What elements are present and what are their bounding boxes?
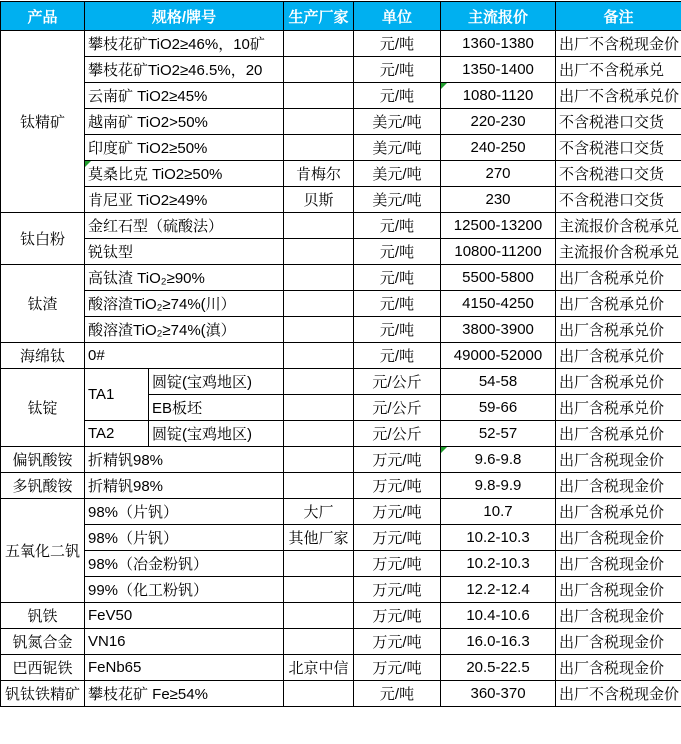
- unit-cell: 美元/吨: [354, 135, 441, 161]
- price-cell: 10.4-10.6: [441, 603, 556, 629]
- remark-cell: 出厂不含税现金价: [556, 681, 681, 707]
- manufacturer-cell: [284, 447, 354, 473]
- manufacturer-cell: [284, 317, 354, 343]
- remark-cell: 出厂含税承兑价: [556, 317, 681, 343]
- manufacturer-cell: 其他厂家: [284, 525, 354, 551]
- table-row: [1, 655, 681, 681]
- unit-cell: 万元/吨: [354, 603, 441, 629]
- unit-cell: 美元/吨: [354, 187, 441, 213]
- manufacturer-cell: 贝斯: [284, 187, 354, 213]
- manufacturer-cell: [284, 57, 354, 83]
- spec-cell: 酸溶渣TiO₂≥74%(川）: [85, 291, 284, 317]
- manufacturer-cell: [284, 213, 354, 239]
- spec-cell: 折精钒98%: [85, 447, 284, 473]
- table-row: [1, 213, 681, 239]
- product-cell: 钛白粉: [1, 213, 85, 265]
- header-unit: 单位: [354, 2, 441, 31]
- grade-cell: TA1: [85, 369, 149, 421]
- manufacturer-cell: [284, 369, 354, 395]
- remark-cell: 出厂含税现金价: [556, 603, 681, 629]
- price-cell: 220-230: [441, 109, 556, 135]
- price-cell: 9.8-9.9: [441, 473, 556, 499]
- spec-cell: 越南矿 TiO2>50%: [85, 109, 284, 135]
- header-manufacturer: 生产厂家: [284, 2, 354, 31]
- remark-cell: 不含税港口交货: [556, 109, 681, 135]
- header-product: 产品: [1, 2, 85, 31]
- remark-cell: 出厂含税承兑价: [556, 395, 681, 421]
- remark-cell: 出厂不含税承兑价: [556, 83, 681, 109]
- remark-cell: 出厂含税承兑价: [556, 343, 681, 369]
- header-row: [1, 2, 681, 31]
- price-cell: 12500-13200: [441, 213, 556, 239]
- unit-cell: 万元/吨: [354, 551, 441, 577]
- unit-cell: 美元/吨: [354, 161, 441, 187]
- unit-cell: 万元/吨: [354, 499, 441, 525]
- price-cell-with-note-marker: 9.6-9.8: [441, 447, 556, 473]
- unit-cell: 元/公斤: [354, 369, 441, 395]
- manufacturer-cell: [284, 265, 354, 291]
- price-cell: 3800-3900: [441, 317, 556, 343]
- price-cell: 360-370: [441, 681, 556, 707]
- remark-cell: 出厂含税承兑价: [556, 369, 681, 395]
- product-cell: 钒铁: [1, 603, 85, 629]
- product-cell: 钛锭: [1, 369, 85, 447]
- manufacturer-cell: [284, 577, 354, 603]
- table-row: [1, 265, 681, 291]
- unit-cell: 元/吨: [354, 343, 441, 369]
- price-table: [0, 1, 681, 707]
- price-cell: 10800-11200: [441, 239, 556, 265]
- spec-cell: 0#: [85, 343, 284, 369]
- table-row: [1, 83, 681, 109]
- product-cell: 海绵钛: [1, 343, 85, 369]
- unit-cell: 元/吨: [354, 213, 441, 239]
- spec-cell: EB板坯: [149, 395, 284, 421]
- unit-cell: 元/吨: [354, 317, 441, 343]
- unit-cell: 元/吨: [354, 57, 441, 83]
- price-cell: 49000-52000: [441, 343, 556, 369]
- price-cell: 1350-1400: [441, 57, 556, 83]
- spec-cell: 高钛渣 TiO₂≥90%: [85, 265, 284, 291]
- spec-cell: 肯尼亚 TiO2≥49%: [85, 187, 284, 213]
- spec-cell: 攀枝花矿TiO2≥46.5%，20: [85, 57, 284, 83]
- table-row: [1, 499, 681, 525]
- unit-cell: 万元/吨: [354, 525, 441, 551]
- manufacturer-cell: [284, 135, 354, 161]
- manufacturer-cell: 肯梅尔: [284, 161, 354, 187]
- table-row: [1, 421, 681, 447]
- product-cell: 钒钛铁精矿: [1, 681, 85, 707]
- manufacturer-cell: [284, 291, 354, 317]
- price-cell: 12.2-12.4: [441, 577, 556, 603]
- remark-cell: 主流报价含税承兑: [556, 239, 681, 265]
- manufacturer-cell: [284, 473, 354, 499]
- header-remark: 备注: [556, 2, 681, 31]
- remark-cell: 出厂含税承兑价: [556, 291, 681, 317]
- remark-cell: 出厂不含税现金价: [556, 31, 681, 57]
- remark-cell: 出厂含税现金价: [556, 577, 681, 603]
- unit-cell: 元/吨: [354, 291, 441, 317]
- table-row: [1, 681, 681, 707]
- manufacturer-cell: [284, 343, 354, 369]
- price-cell: 10.2-10.3: [441, 525, 556, 551]
- price-cell: 1360-1380: [441, 31, 556, 57]
- price-cell: 5500-5800: [441, 265, 556, 291]
- spec-cell: 酸溶渣TiO₂≥74%(滇）: [85, 317, 284, 343]
- product-cell: 多钒酸铵: [1, 473, 85, 499]
- spec-cell: 98%（片钒）: [85, 499, 284, 525]
- product-cell: 五氧化二钒: [1, 499, 85, 603]
- manufacturer-cell: [284, 239, 354, 265]
- spec-cell-with-note-marker: 莫桑比克 TiO2≥50%: [85, 161, 284, 187]
- unit-cell: 万元/吨: [354, 629, 441, 655]
- table-row: [1, 629, 681, 655]
- remark-cell: 不含税港口交货: [556, 135, 681, 161]
- manufacturer-cell: [284, 421, 354, 447]
- price-cell: 54-58: [441, 369, 556, 395]
- spec-cell: FeV50: [85, 603, 284, 629]
- price-cell: 59-66: [441, 395, 556, 421]
- remark-cell: 出厂含税承兑价: [556, 265, 681, 291]
- remark-cell: 不含税港口交货: [556, 161, 681, 187]
- remark-cell: 不含税港口交货: [556, 187, 681, 213]
- price-cell-with-note-marker: 1080-1120: [441, 83, 556, 109]
- spec-cell: 折精钒98%: [85, 473, 284, 499]
- table-row: [1, 551, 681, 577]
- product-cell: 钛精矿: [1, 31, 85, 213]
- manufacturer-cell: 北京中信: [284, 655, 354, 681]
- manufacturer-cell: [284, 681, 354, 707]
- table-row: [1, 31, 681, 57]
- spec-cell: 攀枝花矿TiO2≥46%，10矿: [85, 31, 284, 57]
- unit-cell: 元/吨: [354, 265, 441, 291]
- manufacturer-cell: 大厂: [284, 499, 354, 525]
- manufacturer-cell: [284, 31, 354, 57]
- table-row: [1, 161, 681, 187]
- manufacturer-cell: [284, 109, 354, 135]
- manufacturer-cell: [284, 395, 354, 421]
- table-row: [1, 239, 681, 265]
- price-cell: 20.5-22.5: [441, 655, 556, 681]
- manufacturer-cell: [284, 83, 354, 109]
- spec-cell: VN16: [85, 629, 284, 655]
- price-cell: 230: [441, 187, 556, 213]
- table-row: [1, 369, 681, 395]
- spec-cell: 98%（冶金粉钒）: [85, 551, 284, 577]
- product-cell: 钒氮合金: [1, 629, 85, 655]
- manufacturer-cell: [284, 551, 354, 577]
- price-cell: 10.2-10.3: [441, 551, 556, 577]
- unit-cell: 元/吨: [354, 83, 441, 109]
- price-cell: 52-57: [441, 421, 556, 447]
- table-row: [1, 577, 681, 603]
- table-row: [1, 291, 681, 317]
- table-row: [1, 135, 681, 161]
- header-price: 主流报价: [441, 2, 556, 31]
- table-row: [1, 57, 681, 83]
- unit-cell: 万元/吨: [354, 655, 441, 681]
- price-cell: 16.0-16.3: [441, 629, 556, 655]
- remark-cell: 出厂含税现金价: [556, 655, 681, 681]
- table-row: [1, 187, 681, 213]
- price-cell: 240-250: [441, 135, 556, 161]
- unit-cell: 美元/吨: [354, 109, 441, 135]
- unit-cell: 元/吨: [354, 239, 441, 265]
- table-row: [1, 109, 681, 135]
- spec-cell: 锐钛型: [85, 239, 284, 265]
- spec-cell: 云南矿 TiO2≥45%: [85, 83, 284, 109]
- unit-cell: 万元/吨: [354, 577, 441, 603]
- product-cell: 巴西铌铁: [1, 655, 85, 681]
- spec-cell: 圆锭(宝鸡地区): [149, 369, 284, 395]
- spec-cell: 98%（片钒）: [85, 525, 284, 551]
- table-row: [1, 317, 681, 343]
- unit-cell: 元/吨: [354, 31, 441, 57]
- remark-cell: 出厂不含税承兑: [556, 57, 681, 83]
- product-cell: 偏钒酸铵: [1, 447, 85, 473]
- unit-cell: 元/公斤: [354, 421, 441, 447]
- remark-cell: 主流报价含税承兑: [556, 213, 681, 239]
- remark-cell: 出厂含税现金价: [556, 525, 681, 551]
- manufacturer-cell: [284, 629, 354, 655]
- remark-cell: 出厂含税现金价: [556, 629, 681, 655]
- unit-cell: 万元/吨: [354, 447, 441, 473]
- header-spec: 规格/牌号: [85, 2, 284, 31]
- remark-cell: 出厂含税现金价: [556, 447, 681, 473]
- grade-cell: TA2: [85, 421, 149, 447]
- spec-cell: FeNb65: [85, 655, 284, 681]
- spec-cell: 印度矿 TiO2≥50%: [85, 135, 284, 161]
- table-row: [1, 603, 681, 629]
- unit-cell: 元/吨: [354, 681, 441, 707]
- unit-cell: 万元/吨: [354, 473, 441, 499]
- remark-cell: 出厂含税承兑价: [556, 499, 681, 525]
- price-cell: 270: [441, 161, 556, 187]
- spec-cell: 99%（化工粉钒）: [85, 577, 284, 603]
- remark-cell: 出厂含税现金价: [556, 473, 681, 499]
- table-row: [1, 343, 681, 369]
- unit-cell: 元/公斤: [354, 395, 441, 421]
- manufacturer-cell: [284, 603, 354, 629]
- table-row: [1, 525, 681, 551]
- price-cell: 10.7: [441, 499, 556, 525]
- spec-cell: 金红石型（硫酸法）: [85, 213, 284, 239]
- table-row: [1, 473, 681, 499]
- table-row: [1, 447, 681, 473]
- remark-cell: 出厂含税现金价: [556, 551, 681, 577]
- price-cell: 4150-4250: [441, 291, 556, 317]
- product-cell: 钛渣: [1, 265, 85, 343]
- remark-cell: 出厂含税承兑价: [556, 421, 681, 447]
- spec-cell: 攀枝花矿 Fe≥54%: [85, 681, 284, 707]
- spec-cell: 圆锭(宝鸡地区): [149, 421, 284, 447]
